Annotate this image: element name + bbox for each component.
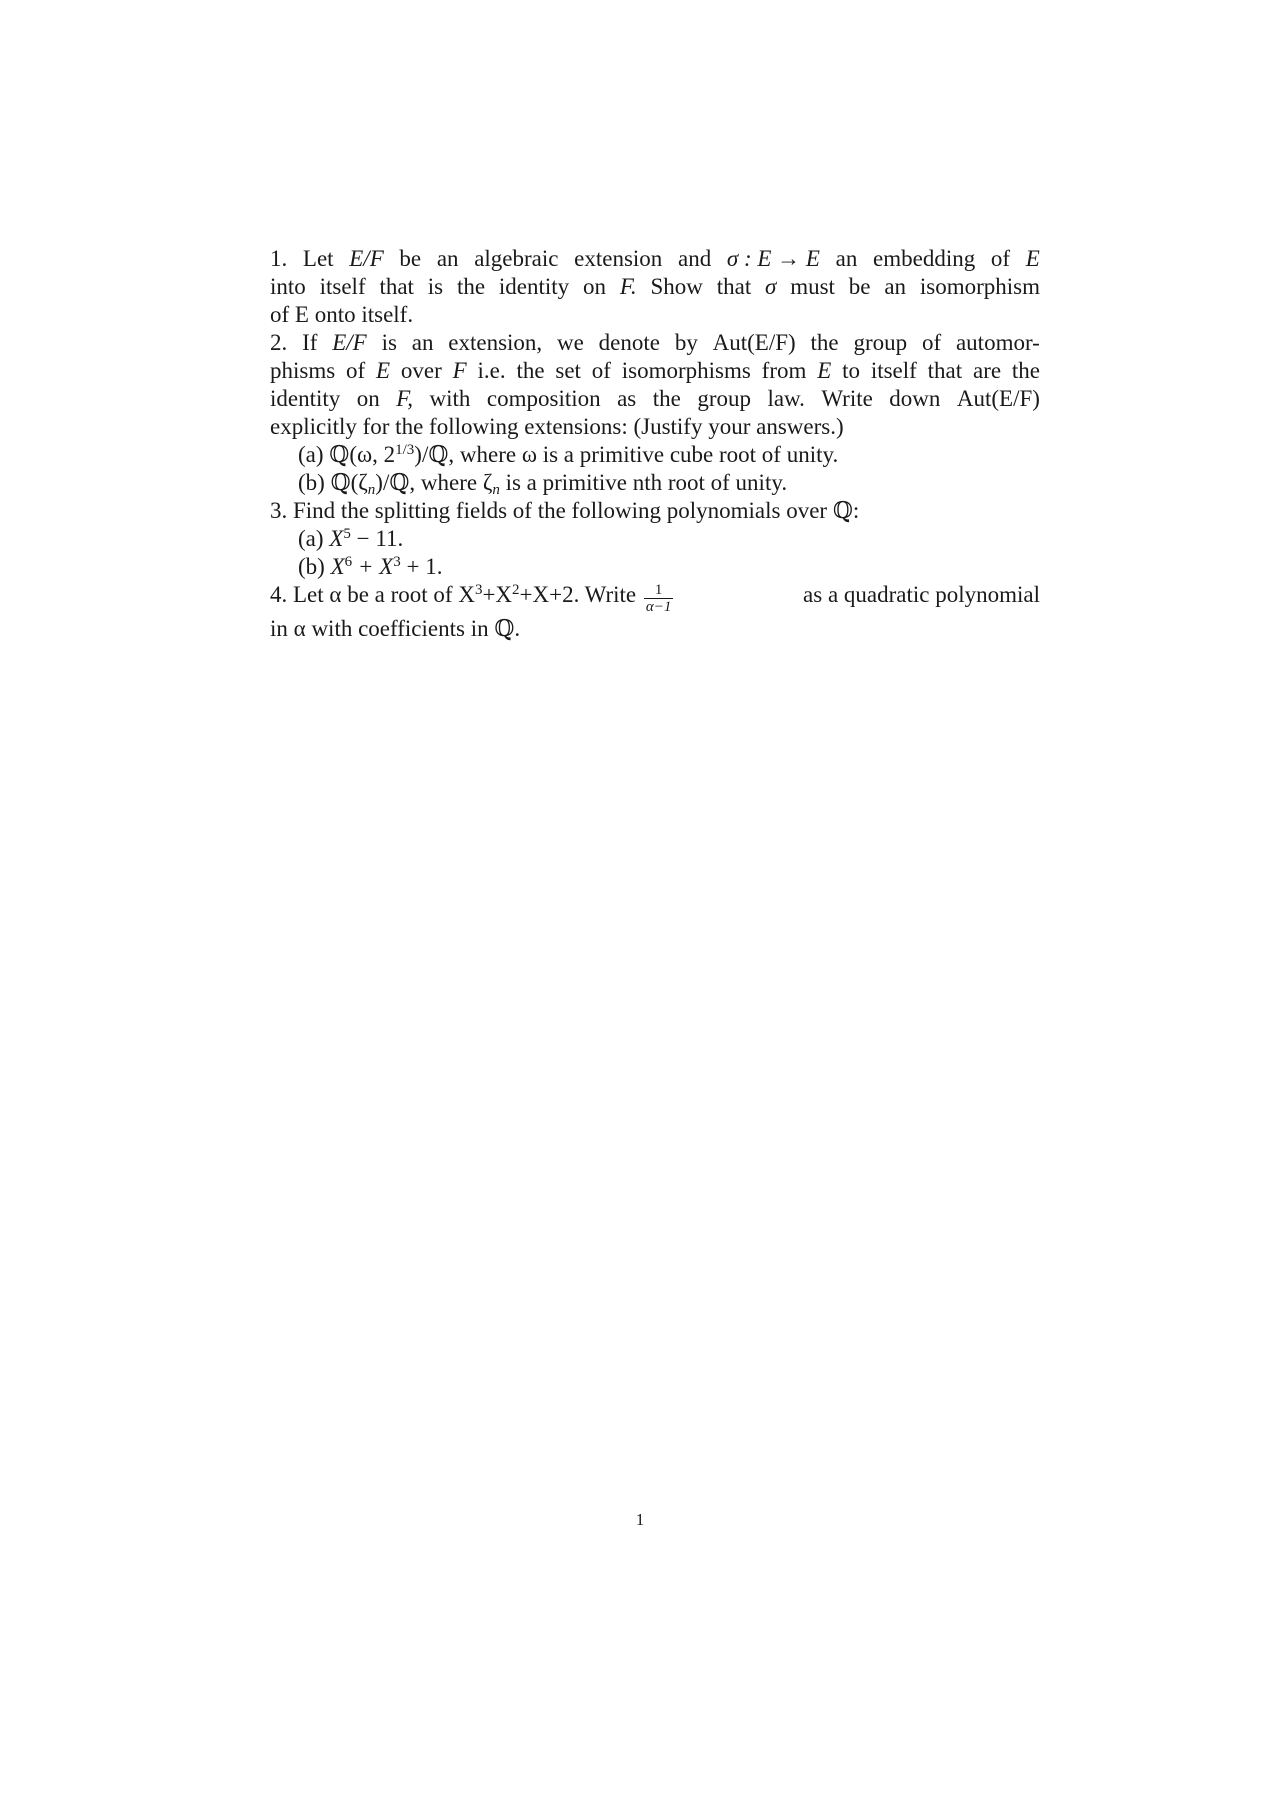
word: the <box>1011 358 1040 383</box>
word: be <box>848 274 871 299</box>
word: of <box>921 330 942 355</box>
math-exponent: 6 <box>344 554 353 570</box>
word: phisms <box>270 358 336 383</box>
word: E <box>1025 246 1040 271</box>
word: of <box>346 358 366 383</box>
item-text: is a primitive nth root of unity. <box>499 470 788 495</box>
item-label: (a) <box>298 442 324 467</box>
word: the <box>652 386 681 411</box>
word: extension, <box>448 330 543 355</box>
word: group <box>697 386 751 411</box>
item-text: +X+2. Write <box>519 582 637 607</box>
item-label: (b) <box>298 470 325 495</box>
item-text: )/ℚ, where ζ <box>375 470 493 495</box>
word: automor- <box>955 330 1040 355</box>
item-text: +X <box>482 582 513 607</box>
problem-set <box>270 245 1040 643</box>
problem-3b <box>270 553 1040 581</box>
word: over <box>400 358 442 383</box>
word: group <box>853 330 908 355</box>
math-subscript: n <box>367 482 376 498</box>
problem-2-line-1 <box>270 329 1040 357</box>
item-label: (b) <box>298 554 325 579</box>
math-field: ℚ(ω, 2 <box>329 442 396 467</box>
word: E <box>817 358 832 383</box>
word: embedding <box>873 246 976 271</box>
word: law. <box>767 386 805 411</box>
word: E/F <box>349 246 384 271</box>
word: is <box>427 274 444 299</box>
item-text: )/ℚ, where ω is a primitive cube root of unity. <box>414 442 839 467</box>
word: Write <box>821 386 873 411</box>
word: on <box>356 386 380 411</box>
item-text: 4. Let α be a root of X <box>270 582 475 607</box>
problem-2-line-3 <box>270 385 1040 413</box>
problem-2-line-4: explicitly for the following extensions: (Justify your answers.) <box>270 414 844 439</box>
word: σ <box>765 274 777 299</box>
word: isomorphism <box>919 274 1040 299</box>
word: with <box>429 386 471 411</box>
math-variable: X <box>329 526 344 551</box>
word: F, <box>396 386 414 411</box>
word: that <box>379 274 414 299</box>
word: on <box>582 274 606 299</box>
word: itself <box>870 358 917 383</box>
word: to <box>842 358 860 383</box>
word: the <box>456 274 486 299</box>
word: extension <box>574 246 663 271</box>
math-exponent: 1/3 <box>395 442 415 458</box>
word: algebraic <box>474 246 559 271</box>
problem-4-expression <box>270 581 675 615</box>
item-text: − 11. <box>350 526 404 551</box>
word: we <box>557 330 584 355</box>
problem-4-line-1 <box>270 581 1040 615</box>
math-field: ℚ(ζ <box>330 470 368 495</box>
word: an <box>835 246 858 271</box>
math-exponent: 5 <box>343 526 351 542</box>
word: F <box>452 358 467 383</box>
math-exponent: 2 <box>512 582 520 598</box>
problem-3a <box>270 525 1040 553</box>
math-variable: + X <box>352 554 394 579</box>
word: denote <box>598 330 660 355</box>
problem-3-line-1: 3. Find the splitting fields of the following polynomials over ℚ: <box>270 498 860 523</box>
word: Aut(E/F) <box>956 386 1040 411</box>
word: from <box>761 358 807 383</box>
word: Aut(E/F) <box>712 330 796 355</box>
word: down <box>889 386 941 411</box>
word: If <box>302 330 318 355</box>
word: is <box>381 330 397 355</box>
word: itself <box>319 274 366 299</box>
math-variable: X <box>330 554 345 579</box>
word: Let <box>302 246 334 271</box>
word: Show <box>650 274 703 299</box>
word: E/F <box>332 330 367 355</box>
problem-1-line-1 <box>270 245 1040 273</box>
word: the <box>516 358 545 383</box>
problem-4-line-2: in α with coefficients in ℚ. <box>270 616 521 641</box>
fraction-denominator: α−1 <box>645 599 672 615</box>
word: identity <box>498 274 570 299</box>
word: isomorphisms <box>621 358 751 383</box>
word: must <box>790 274 835 299</box>
word: 2. <box>270 330 288 355</box>
math-fraction <box>644 582 674 615</box>
word: F. <box>619 274 637 299</box>
problem-2-line-2 <box>270 357 1040 385</box>
word: and <box>677 246 712 271</box>
word: set <box>555 358 581 383</box>
word: into <box>270 274 306 299</box>
word: by <box>674 330 698 355</box>
word: of <box>990 246 1011 271</box>
problem-2b <box>270 469 1040 497</box>
word: an <box>884 274 907 299</box>
word: i.e. <box>477 358 506 383</box>
item-label: (a) <box>298 526 324 551</box>
problem-1-line-2 <box>270 273 1040 301</box>
item-text: + 1. <box>400 554 443 579</box>
math-exponent: 3 <box>474 582 483 598</box>
page-number: 1 <box>635 1510 645 1529</box>
word: composition <box>486 386 601 411</box>
word: σ : E → E <box>726 246 820 271</box>
word: of <box>591 358 611 383</box>
problem-2a <box>270 441 1040 469</box>
word: 1. <box>270 246 288 271</box>
word: E <box>376 358 391 383</box>
word: be <box>399 246 422 271</box>
fraction-numerator: 1 <box>644 582 674 599</box>
math-exponent: 3 <box>393 554 401 570</box>
word: identity <box>270 386 341 411</box>
word: that <box>716 274 752 299</box>
problem-1-line-3: of E onto itself. <box>270 302 414 327</box>
word: as <box>617 386 637 411</box>
word: that <box>927 358 963 383</box>
math-subscript: n <box>492 482 500 498</box>
item-text: as a quadratic polynomial <box>803 582 1040 607</box>
word: an <box>411 330 434 355</box>
word: the <box>810 330 839 355</box>
word: an <box>436 246 459 271</box>
word: are <box>972 358 1002 383</box>
